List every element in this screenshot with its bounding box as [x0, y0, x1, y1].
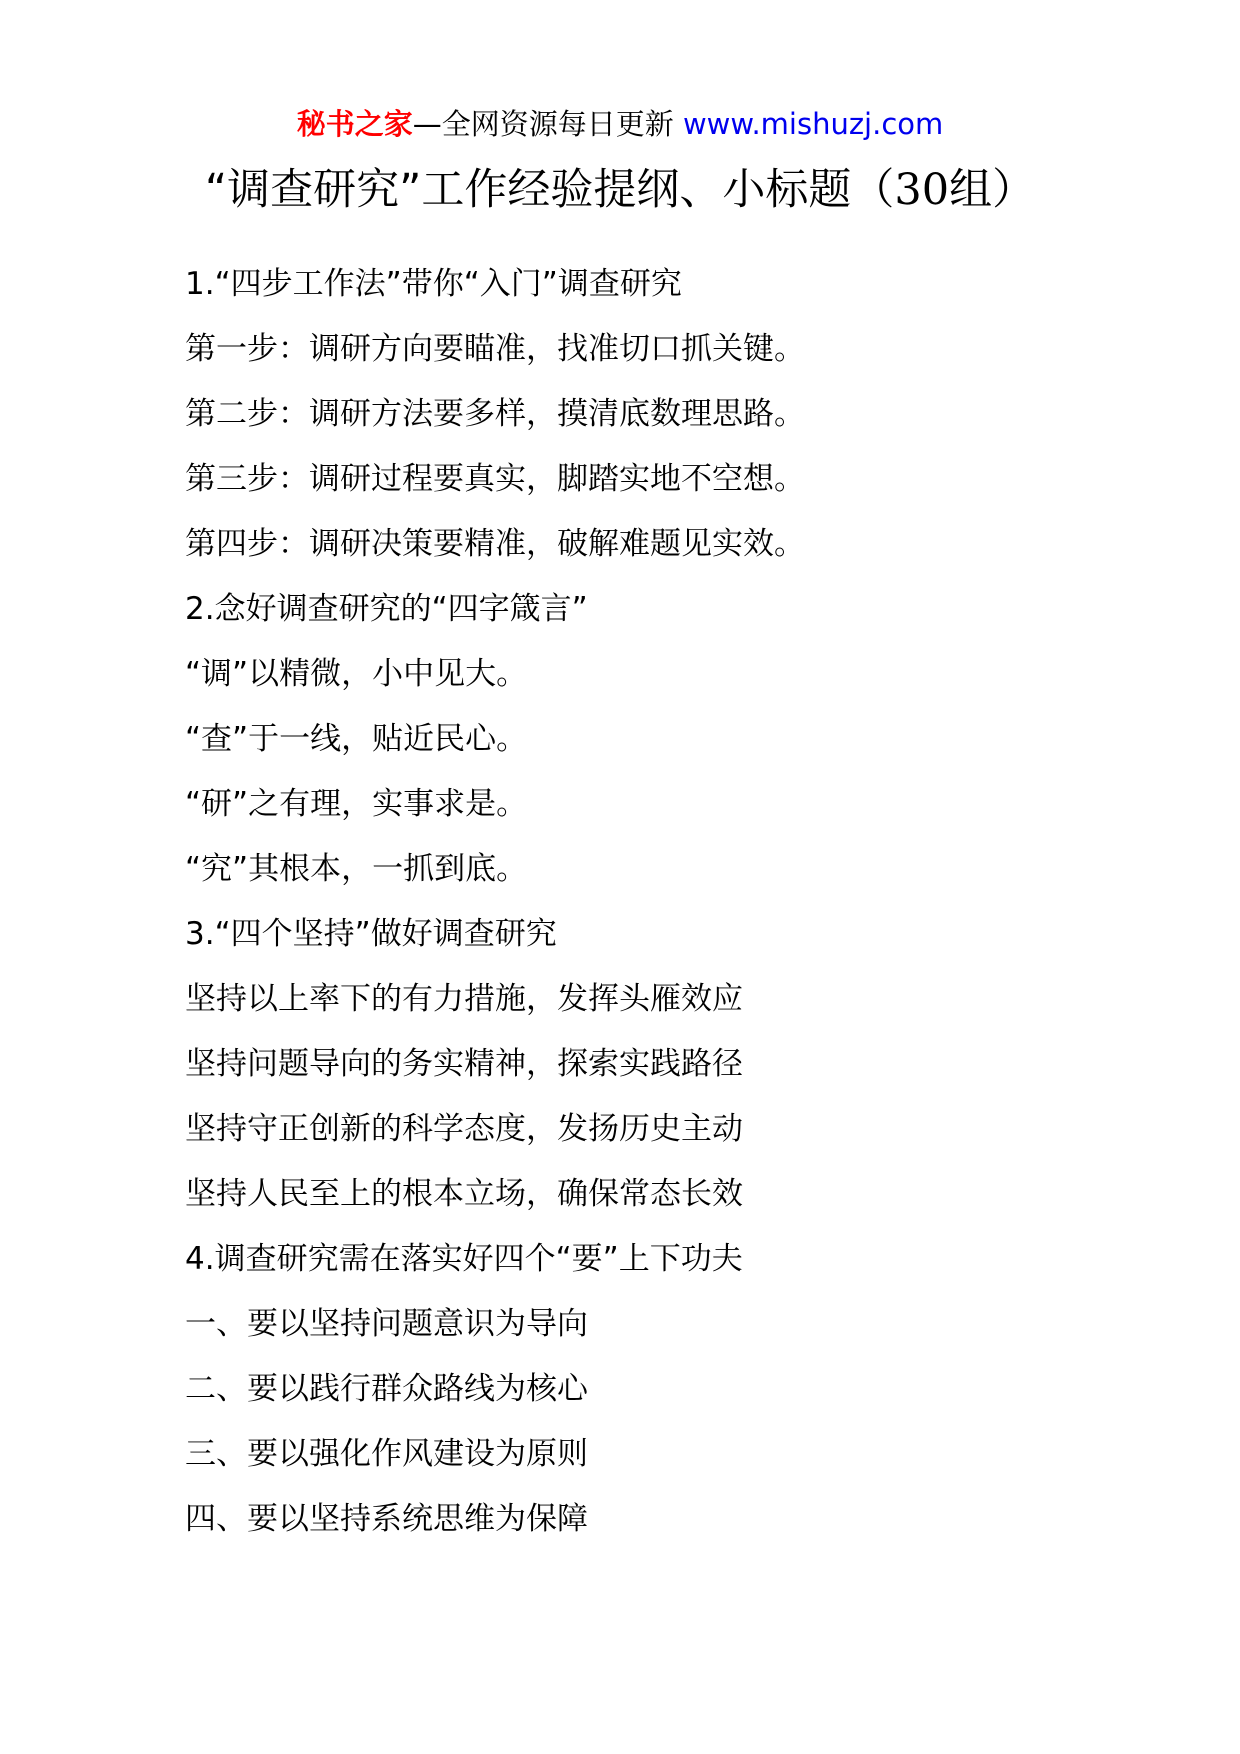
section-heading-4: 4.调查研究需在落实好四个“要”上下功夫	[185, 1241, 743, 1277]
body-line: 四、要以坚持系统思维为保障	[185, 1501, 588, 1537]
site-header	[0, 102, 1240, 146]
body-line: 第三步：调研过程要真实，脚踏实地不空想。	[185, 461, 805, 497]
body-line: 一、要以坚持问题意识为导向	[185, 1306, 588, 1342]
body-line: “查”于一线，贴近民心。	[185, 721, 528, 757]
section-heading-1: 1.“四步工作法”带你“入门”调查研究	[185, 266, 682, 302]
title-suffix: 组）	[949, 165, 1036, 215]
body-line: 坚持问题导向的务实精神，探索实践路径	[185, 1046, 743, 1082]
header-slogan: —全网资源每日更新	[412, 107, 674, 141]
body-line: 坚持守正创新的科学态度，发扬历史主动	[185, 1111, 743, 1147]
body-line: 坚持以上率下的有力措施，发挥头雁效应	[185, 981, 743, 1017]
body-line: 第一步：调研方向要瞄准，找准切口抓关键。	[185, 331, 805, 367]
body-line: 第四步：调研决策要精准，破解难题见实效。	[185, 526, 805, 562]
body-line: “究”其根本，一抓到底。	[185, 851, 528, 887]
title-number: 30	[894, 165, 950, 215]
brand-name: 秘书之家	[296, 107, 413, 141]
site-url-link[interactable]: www.mishuzj.com	[682, 107, 944, 141]
body-line: 第二步：调研方法要多样，摸清底数理思路。	[185, 396, 805, 432]
document-body	[185, 252, 1145, 1552]
body-line: “调”以精微，小中见大。	[185, 656, 528, 692]
body-line: 坚持人民至上的根本立场，确保常态长效	[185, 1176, 743, 1212]
section-heading-2: 2.念好调查研究的“四字箴言”	[185, 591, 588, 627]
body-line: 三、要以强化作风建设为原则	[185, 1436, 588, 1472]
document-title	[0, 160, 1240, 220]
title-prefix: “调查研究”工作经验提纲、小标题（	[204, 165, 895, 215]
body-line: 二、要以践行群众路线为核心	[185, 1371, 588, 1407]
section-heading-3: 3.“四个坚持”做好调查研究	[185, 916, 557, 952]
body-line: “研”之有理，实事求是。	[185, 786, 528, 822]
